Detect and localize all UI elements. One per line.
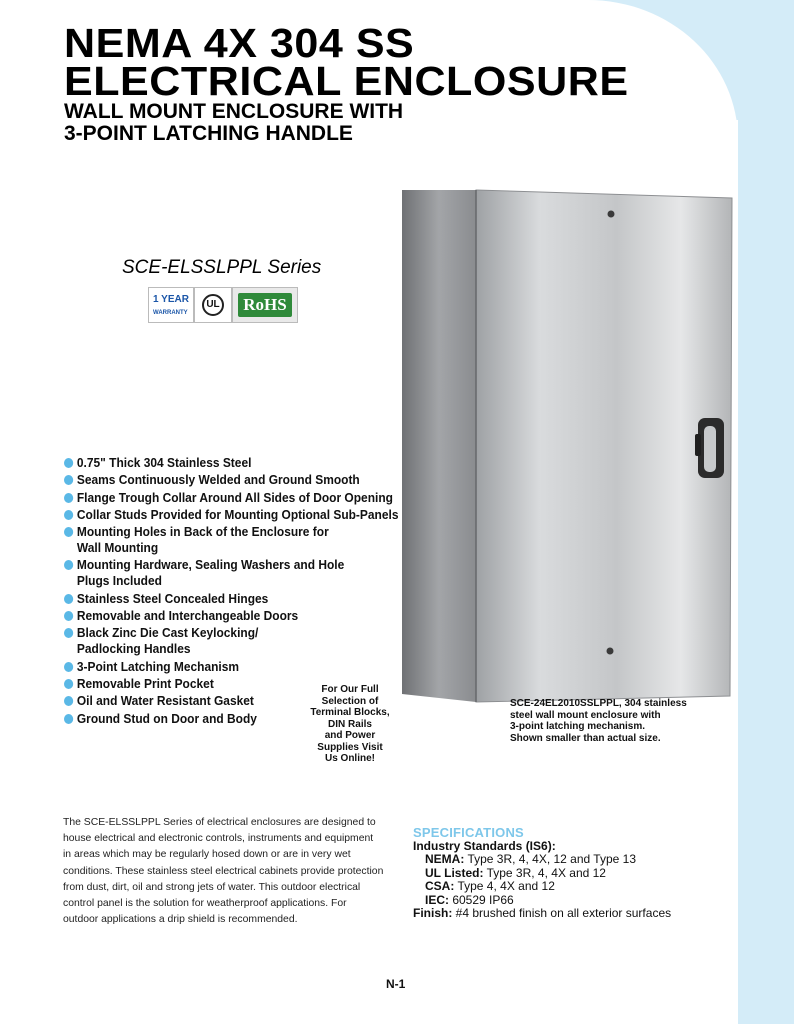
feature-item: Mounting Holes in Back of the Enclosure for Wall Mounting [64, 524, 377, 556]
image-caption: SCE-24EL2010SSLPPL, 304 stainless steel wall mount enclosure with 3-point latching mechanism. Shown smaller than actual size. [510, 698, 687, 744]
bullet-icon [64, 493, 73, 503]
feature-item: Ground Stud on Door and Body [64, 711, 377, 727]
feature-item: Black Zinc Die Cast Keylocking/ Padlocking Handles [64, 625, 377, 657]
subtitle-line-2: 3-POINT LATCHING HANDLE [64, 122, 353, 145]
bullet-icon [64, 662, 73, 672]
specifications-heading: SPECIFICATIONS [413, 825, 524, 840]
bullet-icon [64, 679, 73, 689]
bullet-icon [64, 594, 73, 604]
enclosure-photo [398, 186, 738, 706]
certification-badges [148, 287, 298, 323]
page-title [64, 20, 629, 104]
background-right-band [738, 0, 794, 1024]
bullet-icon [64, 510, 73, 520]
bullet-icon [64, 714, 73, 724]
spec-csa: CSA: Type 4, 4X and 12 [425, 879, 555, 893]
warranty-year: 1 YEAR [153, 294, 189, 305]
latching-handle-icon [695, 418, 724, 478]
industry-standards-label: Industry Standards (IS6): [413, 838, 556, 853]
page-subtitle [64, 101, 403, 145]
feature-item: 0.75" Thick 304 Stainless Steel [64, 455, 377, 471]
warranty-badge [148, 287, 194, 323]
bullet-icon [64, 458, 73, 468]
spec-nema: NEMA: Type 3R, 4, 4X, 12 and Type 13 [425, 852, 637, 866]
bullet-icon [64, 696, 73, 706]
title-line-2: ELECTRICAL ENCLOSURE [64, 58, 629, 104]
enclosure-door [476, 190, 732, 702]
warranty-label: WARRANTY [153, 310, 188, 316]
bullet-icon [64, 475, 73, 485]
feature-item: Collar Studs Provided for Mounting Optional Sub-Panels [64, 507, 377, 523]
feature-item: Seams Continuously Welded and Ground Smooth [64, 472, 377, 488]
rohs-badge [232, 287, 298, 323]
bullet-icon [64, 611, 73, 621]
feature-item: Removable and Interchangeable Doors [64, 608, 377, 624]
feature-item: Flange Trough Collar Around All Sides of Door Opening [64, 490, 377, 506]
subtitle-line-1: WALL MOUNT ENCLOSURE WITH [64, 100, 404, 123]
promo-callout: For Our Full Selection of Terminal Blocks, DIN Rails and Power Supplies Visit Us Online! [310, 684, 390, 764]
spec-ul: UL Listed: Type 3R, 4, 4X and 12 [425, 865, 606, 880]
bullet-icon [64, 527, 73, 537]
feature-item: Mounting Hardware, Sealing Washers and Hole Plugs Included [64, 557, 377, 589]
spec-finish: Finish: #4 brushed finish on all exterior surfaces [413, 906, 672, 920]
door-screw-top [608, 211, 615, 218]
feature-item: 3-Point Latching Mechanism [64, 659, 377, 675]
specifications [413, 826, 713, 921]
series-name: SCE-ELSSLPPL Series [122, 257, 322, 278]
feature-item: Oil and Water Resistant Gasket [64, 693, 377, 709]
door-screw-bottom [607, 648, 614, 655]
feature-item: Removable Print Pocket [64, 676, 377, 692]
bullet-icon [64, 560, 73, 570]
bullet-icon [64, 628, 73, 638]
ul-badge [194, 287, 232, 323]
page-number: N-1 [386, 977, 406, 991]
feature-item: Stainless Steel Concealed Hinges [64, 591, 377, 607]
ul-logo-icon: UL [202, 294, 224, 316]
spec-iec: IEC: 60529 IP66 [425, 892, 514, 907]
title-line-1: NEMA 4X 304 SS [64, 20, 415, 66]
rohs-logo-icon: RoHS [238, 293, 292, 317]
enclosure-side-face [402, 190, 476, 702]
product-description: The SCE-ELSSLPPL Series of electrical enclosures are designed to house electrical and electronic controls, instruments and equipment in areas which may be regularly hosed down or are in very wet conditions. These stainless steel electrical cabinets provide protection from dust, dirt, oil and strong jets of water. This outdoor electrical control panel is the solution for weatherproof applications. For outdoor applications a drip shield is recommended. [63, 817, 384, 926]
